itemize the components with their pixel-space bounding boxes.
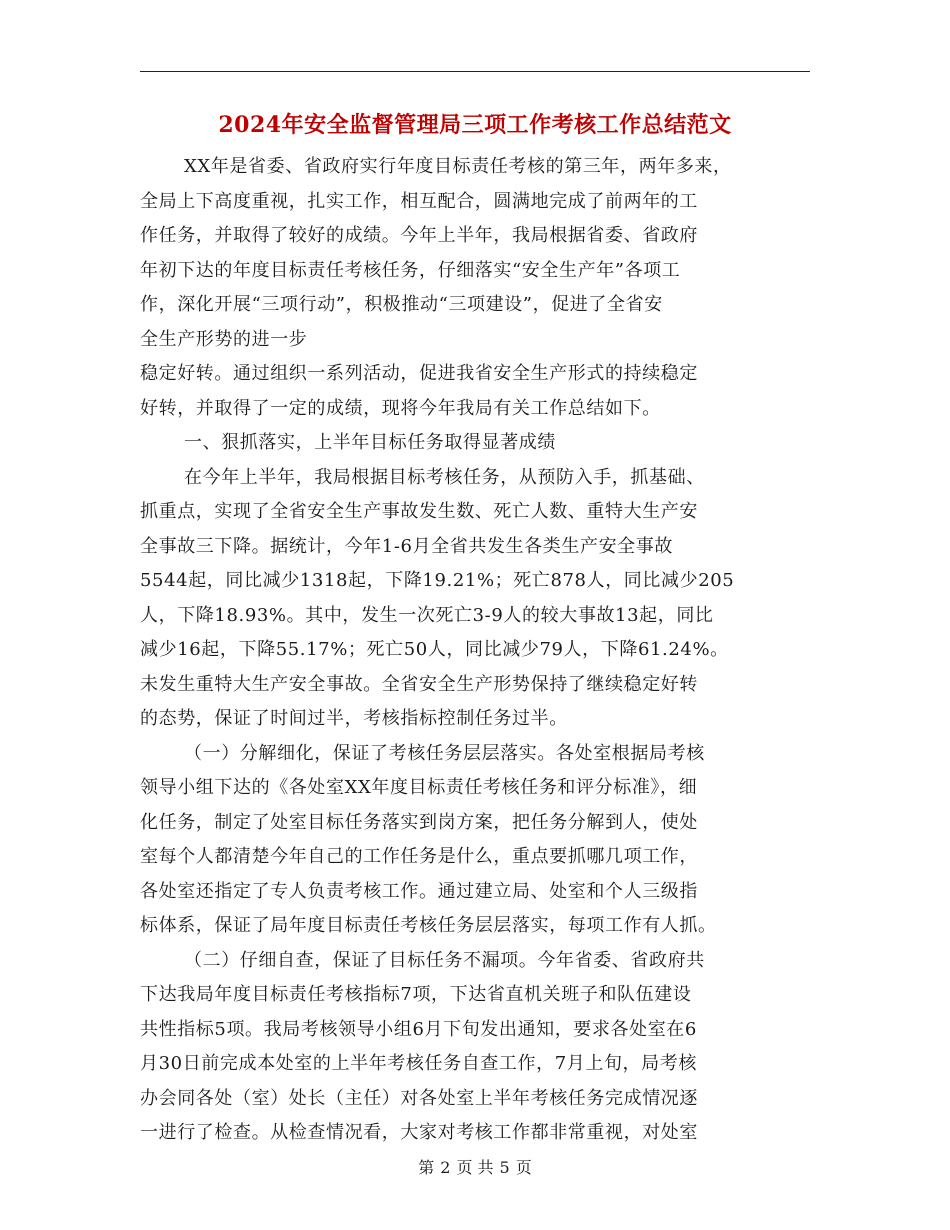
footer-page-number: 2 (440, 1158, 451, 1177)
body-line: 年初下达的年度目标责任考核任务，仔细落实“安全生产年”各项工 (140, 259, 681, 281)
footer-suffix: 页 (515, 1158, 532, 1177)
body-line: 各处室还指定了专人负责考核工作。通过建立局、处室和个人三级指 (140, 880, 698, 902)
body-line: 减少16起，下降55.17%；死亡50人，同比减少79人，下降61.24%。 (140, 639, 729, 660)
document-body (140, 150, 810, 1151)
body-line: 一进行了检查。从检查情况看，大家对考核工作都非常重视，对处室 (140, 1122, 698, 1143)
body-line: 化任务，制定了处室目标任务落实到岗方案，把任务分解到人，使处 (140, 811, 698, 833)
body-line: 全局上下高度重视，扎实工作，相互配合，圆满地完成了前两年的工 (140, 190, 698, 212)
body-line: 人，下降18.93%。其中，发生一次死亡3-9人的较大事故13起，同比 (140, 604, 714, 626)
body-line: 稳定好转。通过组织一系列活动，促进我省安全生产形式的持续稳定 (140, 363, 698, 384)
body-line: XX年是省委、省政府实行年度目标责任考核的第三年，两年多来， (184, 156, 732, 177)
page-footer (0, 1155, 950, 1178)
body-line: 领导小组下达的《各处室XX年度目标责任考核任务和评分标准》，细 (140, 777, 698, 798)
body-line: 作，深化开展“三项行动”，积极推动“三项建设”，促进了全省安 (140, 294, 663, 315)
subsection-line: （二）仔细自查，保证了目标任务不漏项。今年省委、省政府共 (184, 949, 705, 971)
body-line: 全生产形势的进一步 (140, 328, 308, 350)
footer-middle: 页 共 (456, 1158, 494, 1177)
section-heading: 一、狠抓落实，上半年目标任务取得显著成绩 (184, 432, 556, 453)
body-line: 标体系，保证了局年度目标责任考核任务层层落实，每项工作有人抓。 (140, 915, 717, 936)
subsection-line: （一）分解细化，保证了考核任务层层落实。各处室根据局考核 (184, 742, 705, 764)
body-line: 在今年上半年，我局根据目标考核任务，从预防入手，抓基础、 (184, 466, 705, 488)
body-line: 室每个人都清楚今年自己的工作任务是什么，重点要抓哪几项工作， (140, 846, 698, 867)
body-line: 作任务，并取得了较好的成绩。今年上半年，我局根据省委、省政府 (140, 225, 698, 246)
body-line: 好转，并取得了一定的成绩，现将今年我局有关工作总结如下。 (140, 397, 661, 419)
footer-prefix: 第 (418, 1158, 435, 1177)
header-rule (140, 71, 810, 72)
footer-total-pages: 5 (499, 1158, 510, 1177)
body-line: 5544起，同比减少1318起，下降19.21%；死亡878人，同比减少205 (140, 570, 735, 591)
body-line: 未发生重特大生产安全事故。全省安全生产形势保持了继续稳定好转 (140, 673, 698, 695)
body-line: 全事故三下降。据统计，今年1-6月全省共发生各类生产安全事故 (140, 535, 673, 557)
body-line: 办会同各处（室）处长（主任）对各处室上半年考核任务完成情况逐 (140, 1087, 698, 1109)
body-line: 月30日前完成本处室的上半年考核任务自查工作，7月上旬，局考核 (140, 1053, 697, 1074)
body-line: 的态势，保证了时间过半，考核指标控制任务过半。 (140, 708, 568, 729)
body-line: 下达我局年度目标责任考核指标7项，下达省直机关班子和队伍建设 (140, 984, 692, 1005)
body-line: 共性指标5项。我局考核领导小组6月下旬发出通知，要求各处室在6 (140, 1018, 697, 1040)
document-title: 2024年安全监督管理局三项工作考核工作总结范文 (218, 112, 732, 138)
body-line: 抓重点，实现了全省安全生产事故发生数、死亡人数、重特大生产安 (140, 501, 698, 522)
